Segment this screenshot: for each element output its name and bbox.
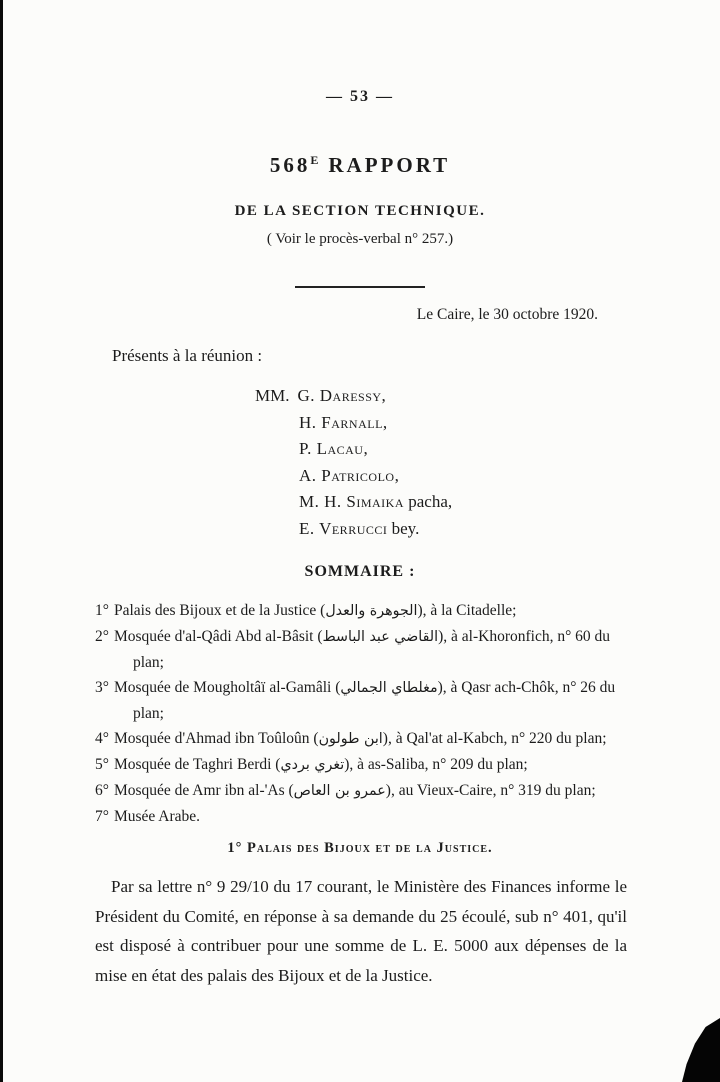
attendee-name: E. Verrucci: [299, 518, 388, 538]
sommaire-item: [95, 624, 630, 675]
page-number: — 53 —: [326, 88, 394, 105]
sommaire-item-text: Musée Arabe.: [113, 808, 201, 825]
sommaire-item-arabic: مغلطاي الجمالي: [340, 680, 438, 696]
report-title: [0, 153, 720, 178]
attendees-prefix: MM.: [255, 386, 290, 405]
sommaire-item: [95, 598, 630, 624]
attendee-name: A. Patricolo,: [299, 465, 400, 485]
attendee-row: [299, 410, 452, 437]
sommaire-item-text: ), au Vieux-Caire, n° 319 du plan;: [385, 782, 596, 799]
report-title-text: RAPPORT: [328, 153, 451, 177]
attendee-row: [299, 489, 452, 516]
attendees-list: [255, 383, 452, 542]
sommaire-item-text: ), à Qasr ach-Chôk, n° 26 du plan;: [133, 679, 616, 722]
sommaire-item-number: 5°: [95, 756, 109, 773]
presents-label: Présents à la réunion :: [112, 346, 263, 365]
sommaire-item: [95, 804, 630, 830]
sommaire-item-number: 2°: [95, 628, 109, 645]
sommaire-item-text: ), à Qal'at al-Kabch, n° 220 du plan;: [382, 730, 607, 747]
report-title-superscript: E: [310, 153, 320, 167]
sommaire-item-number: 6°: [95, 782, 109, 799]
sommaire-item: [95, 675, 630, 726]
attendee-name: G. Daressy,: [297, 386, 387, 405]
sommaire-item-text: Mosquée de Amr ibn al-'As (: [113, 782, 294, 799]
attendee-name: H. Farnall,: [299, 412, 388, 432]
sommaire-item-arabic: القاضي عبد الباسط: [322, 629, 439, 645]
sommaire-item-number: 1°: [95, 602, 109, 619]
proces-verbal-note: ( Voir le procès-verbal n° 257.): [266, 231, 454, 247]
sommaire-item-text: Mosquée de Mougholtâï al-Gamâli (: [113, 679, 341, 696]
attendee-row: [255, 383, 452, 410]
scan-ink-blob: [682, 1018, 720, 1082]
sommaire-item: [95, 778, 630, 804]
sommaire-item-arabic: تغري بردي: [280, 757, 345, 773]
sommaire-list: [95, 598, 630, 830]
dateline: Le Caire, le 30 octobre 1920.: [416, 306, 598, 323]
attendee-suffix: pacha,: [404, 492, 453, 511]
sommaire-item-text: ), à la Citadelle;: [417, 602, 517, 619]
section-heading: 1° Palais des Bijoux et de la Justice.: [227, 840, 493, 856]
attendee-row: [299, 516, 452, 543]
sommaire-item-text: Mosquée d'al-Qâdi Abd al-Bâsit (: [113, 628, 323, 645]
sommaire-heading: SOMMAIRE :: [304, 563, 416, 580]
sommaire-item: [95, 752, 630, 778]
sommaire-item-arabic: الجوهرة والعدل: [325, 603, 418, 619]
sommaire-item-number: 4°: [95, 730, 109, 747]
sommaire-item-text: ), à as-Saliba, n° 209 du plan;: [344, 756, 528, 773]
sommaire-item-number: 7°: [95, 808, 109, 825]
sommaire-item-text: Mosquée d'Ahmad ibn Toûloûn (: [113, 730, 319, 747]
attendee-name: M. H. Simaika: [299, 492, 405, 511]
body-paragraph: Par sa lettre n° 9 29/10 du 17 courant, le Ministère des Finances informe le Président du Comité, en réponse à sa demande du 25 écoulé, sub n° 401, qu'il est disposé à contribuer pour une somme de L. E. 5000 aux dépenses de la mise en état des palais des Bijoux et de la Justice.: [95, 877, 627, 985]
sommaire-item-text: Mosquée de Taghri Berdi (: [113, 756, 281, 773]
attendee-row: [299, 436, 452, 463]
attendee-row: [299, 463, 452, 490]
horizontal-rule: [295, 286, 425, 288]
attendee-name: P. Lacau,: [299, 439, 369, 458]
sommaire-item: [95, 726, 630, 752]
report-title-number: 568: [269, 153, 311, 177]
sommaire-item-arabic: ابن طولون: [318, 731, 383, 747]
sommaire-item-arabic: عمرو بن العاص: [293, 783, 386, 799]
sommaire-item-text: ), à al-Khoronfich, n° 60 du plan;: [133, 628, 611, 671]
sommaire-item-number: 3°: [95, 679, 109, 696]
attendee-suffix: bey.: [387, 518, 420, 538]
sommaire-item-text: Palais des Bijoux et de la Justice (: [113, 602, 326, 619]
report-subtitle: DE LA SECTION TECHNIQUE.: [234, 203, 486, 219]
